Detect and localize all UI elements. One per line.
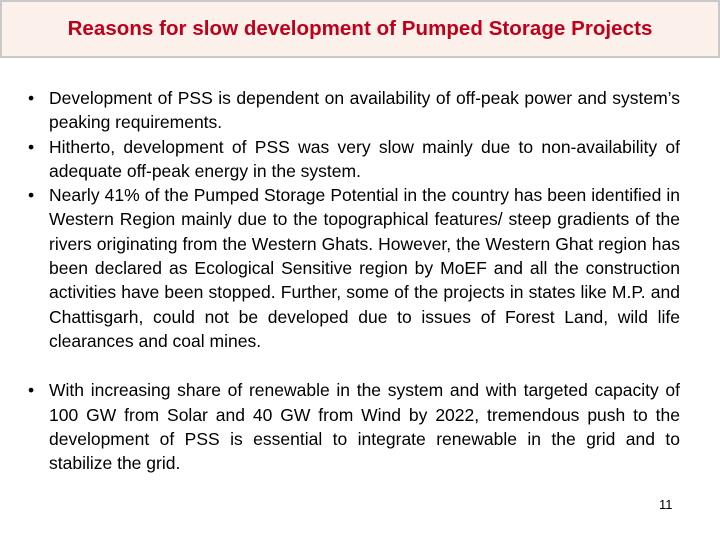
bullet-text: Development of PSS is dependent on availability of off-peak power and system’s peaking requirements. [49, 88, 680, 133]
bullet-icon: • [28, 88, 35, 108]
bullet-item [28, 86, 680, 135]
bullet-item [28, 183, 680, 353]
title-banner [0, 0, 720, 58]
bullet-item [28, 378, 680, 475]
bullet-icon: • [28, 136, 35, 157]
bullet-text: With increasing share of renewable in the system and with targeted capacity of 100 GW from Solar and 40 GW from Wind by 2022, tremendous push to the development of PSS is essential to integrate renewable in the grid and to stabilize the grid. [49, 380, 680, 474]
page-number: 11 [659, 497, 673, 512]
slide-title: Reasons for slow development of Pumped Storage Projects [67, 17, 653, 40]
bullet-icon: • [28, 380, 35, 401]
bullet-text: Nearly 41% of the Pumped Storage Potential in the country has been identified in Western Region mainly due to the topographical features/ steep gradients of the rivers originating from the Western Ghats. However, the Western Ghat region has been declared as Ecological Sensitive region by MoEF and all the construction activities have been stopped. Further, some of the projects in states like M.P. and Chattisgarh, could not be developed due to issues of Forest Land, wild life clearances and coal mines. [49, 185, 680, 351]
bullet-icon: • [28, 185, 35, 206]
bullet-text: Hitherto, development of PSS was very slow mainly due to non-availability of adequate off-peak energy in the system. [49, 136, 680, 181]
bullet-item [28, 135, 680, 184]
bullet-list [28, 86, 680, 475]
